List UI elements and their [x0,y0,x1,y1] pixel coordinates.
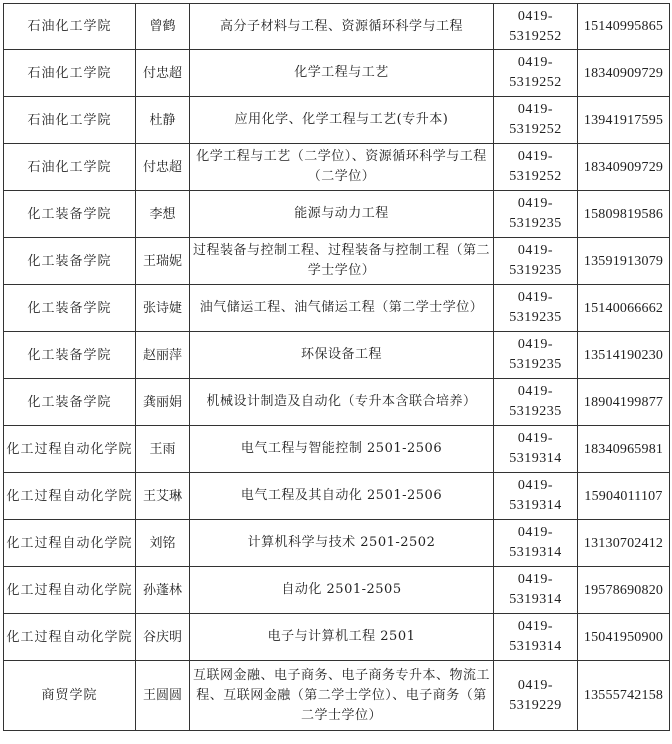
phone-cell: 0419-5319252 [494,4,578,50]
phone-cell: 0419-5319252 [494,97,578,144]
mobile-cell: 13514190230 [578,332,670,379]
mobile-cell: 15041950900 [578,614,670,661]
mobile-cell: 18340965981 [578,426,670,473]
table-row [4,97,670,144]
table-row [4,285,670,332]
major-cell: 电子与计算机工程 2501 [190,614,494,661]
mobile-cell: 15904011107 [578,473,670,520]
phone-cell: 0419-5319314 [494,520,578,567]
table-row [4,473,670,520]
name-cell: 张诗婕 [136,285,190,332]
mobile-cell: 13941917595 [578,97,670,144]
college-cell: 化工过程自动化学院 [4,614,136,661]
name-cell: 赵丽萍 [136,332,190,379]
major-cell: 电气工程与智能控制 2501-2506 [190,426,494,473]
phone-cell: 0419-5319252 [494,50,578,97]
mobile-cell: 15140066662 [578,285,670,332]
college-cell: 石油化工学院 [4,97,136,144]
college-cell: 化工装备学院 [4,285,136,332]
contact-table [3,3,670,731]
table-row [4,567,670,614]
table-row [4,191,670,238]
major-cell: 环保设备工程 [190,332,494,379]
mobile-cell: 19578690820 [578,567,670,614]
major-cell: 油气储运工程、油气储运工程（第二学士学位） [190,285,494,332]
phone-cell: 0419-5319235 [494,191,578,238]
name-cell: 谷庆明 [136,614,190,661]
college-cell: 化工过程自动化学院 [4,473,136,520]
phone-cell: 0419-5319235 [494,238,578,285]
mobile-cell: 18340909729 [578,144,670,191]
major-cell: 机械设计制造及自动化（专升本含联合培养） [190,379,494,426]
college-cell: 石油化工学院 [4,144,136,191]
phone-cell: 0419-5319314 [494,614,578,661]
mobile-cell: 13130702412 [578,520,670,567]
mobile-cell: 18904199877 [578,379,670,426]
table-row [4,520,670,567]
major-cell: 过程装备与控制工程、过程装备与控制工程（第二学士学位） [190,238,494,285]
college-cell: 化工过程自动化学院 [4,520,136,567]
table-row [4,332,670,379]
major-cell: 应用化学、化学工程与工艺(专升本) [190,97,494,144]
major-cell: 化学工程与工艺 [190,50,494,97]
college-cell: 化工装备学院 [4,332,136,379]
name-cell: 王圆圆 [136,661,190,731]
name-cell: 王艾琳 [136,473,190,520]
college-cell: 化工装备学院 [4,191,136,238]
major-cell: 高分子材料与工程、资源循环科学与工程 [190,4,494,50]
name-cell: 王瑞妮 [136,238,190,285]
major-cell: 电气工程及其自动化 2501-2506 [190,473,494,520]
table-row [4,238,670,285]
name-cell: 龚丽娟 [136,379,190,426]
college-cell: 化工装备学院 [4,379,136,426]
table-row [4,661,670,731]
college-cell: 化工装备学院 [4,238,136,285]
name-cell: 刘铭 [136,520,190,567]
name-cell: 付忠超 [136,144,190,191]
mobile-cell: 15140995865 [578,4,670,50]
major-cell: 计算机科学与技术 2501-2502 [190,520,494,567]
mobile-cell: 18340909729 [578,50,670,97]
phone-cell: 0419-5319314 [494,473,578,520]
name-cell: 李想 [136,191,190,238]
name-cell: 杜静 [136,97,190,144]
phone-cell: 0419-5319235 [494,379,578,426]
table-row [4,379,670,426]
table-row [4,4,670,50]
table-row [4,426,670,473]
major-cell: 互联网金融、电子商务、电子商务专升本、物流工程、互联网金融（第二学士学位）、电子商务（第二学士学位） [190,661,494,731]
college-cell: 商贸学院 [4,661,136,731]
phone-cell: 0419-5319252 [494,144,578,191]
college-cell: 化工过程自动化学院 [4,426,136,473]
phone-cell: 0419-5319235 [494,285,578,332]
mobile-cell: 13591913079 [578,238,670,285]
phone-cell: 0419-5319229 [494,661,578,731]
college-cell: 石油化工学院 [4,4,136,50]
table-row [4,144,670,191]
name-cell: 曾鹤 [136,4,190,50]
phone-cell: 0419-5319314 [494,567,578,614]
phone-cell: 0419-5319235 [494,332,578,379]
mobile-cell: 13555742158 [578,661,670,731]
phone-cell: 0419-5319314 [494,426,578,473]
major-cell: 能源与动力工程 [190,191,494,238]
mobile-cell: 15809819586 [578,191,670,238]
name-cell: 孙蓬林 [136,567,190,614]
major-cell: 自动化 2501-2505 [190,567,494,614]
college-cell: 石油化工学院 [4,50,136,97]
table-row [4,50,670,97]
college-cell: 化工过程自动化学院 [4,567,136,614]
name-cell: 王雨 [136,426,190,473]
name-cell: 付忠超 [136,50,190,97]
major-cell: 化学工程与工艺（二学位）、资源循环科学与工程（二学位） [190,144,494,191]
table-row [4,614,670,661]
